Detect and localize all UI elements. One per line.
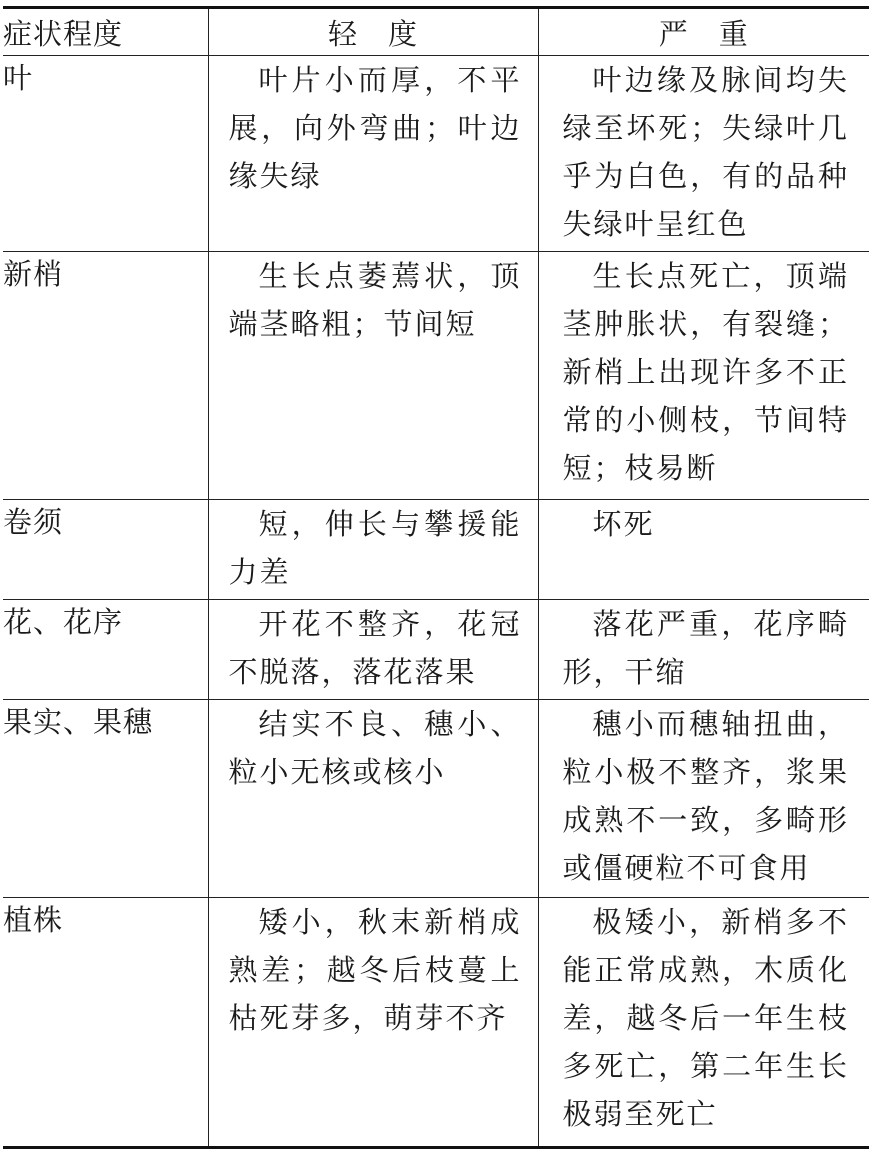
mild-cell: 短，伸长与攀援能力差 <box>208 500 538 600</box>
header-symptom-degree: 症状程度 <box>3 8 208 56</box>
mild-cell: 开花不整齐，花冠不脱落，落花落果 <box>208 600 538 700</box>
symptom-table <box>3 6 869 1149</box>
severe-cell: 叶边缘及脉间均失绿至坏死；失绿叶几乎为白色，有的品种失绿叶呈红色 <box>538 56 869 252</box>
severe-cell: 坏死 <box>538 500 869 600</box>
header-mild: 轻 度 <box>208 8 538 56</box>
organ-cell: 植株 <box>3 898 208 1148</box>
mild-cell: 矮小，秋末新梢成熟差；越冬后枝蔓上枯死芽多，萌芽不齐 <box>208 898 538 1148</box>
mild-cell: 叶片小而厚，不平展，向外弯曲；叶边缘失绿 <box>208 56 538 252</box>
severe-cell: 生长点死亡，顶端茎肿胀状，有裂缝；新梢上出现许多不正常的小侧枝，节间特短；枝易断 <box>538 252 869 500</box>
mild-cell: 生长点萎蔫状，顶端茎略粗；节间短 <box>208 252 538 500</box>
table-row <box>3 500 869 600</box>
severe-cell: 落花严重，花序畸形，干缩 <box>538 600 869 700</box>
organ-cell: 果实、果穗 <box>3 700 208 898</box>
mild-cell: 结实不良、穗小、粒小无核或核小 <box>208 700 538 898</box>
severe-cell: 极矮小，新梢多不能正常成熟，木质化差，越冬后一年生枝多死亡，第二年生长极弱至死亡 <box>538 898 869 1148</box>
table-row <box>3 700 869 898</box>
organ-cell: 新梢 <box>3 252 208 500</box>
table-row <box>3 600 869 700</box>
table-row <box>3 898 869 1148</box>
table-row <box>3 56 869 252</box>
header-severe: 严 重 <box>538 8 869 56</box>
table-body <box>3 56 869 1148</box>
table-header <box>3 8 869 56</box>
organ-cell: 花、花序 <box>3 600 208 700</box>
header-row <box>3 8 869 56</box>
table-row <box>3 252 869 500</box>
organ-cell: 卷须 <box>3 500 208 600</box>
severe-cell: 穗小而穗轴扭曲，粒小极不整齐，浆果成熟不一致，多畸形或僵硬粒不可食用 <box>538 700 869 898</box>
organ-cell: 叶 <box>3 56 208 252</box>
